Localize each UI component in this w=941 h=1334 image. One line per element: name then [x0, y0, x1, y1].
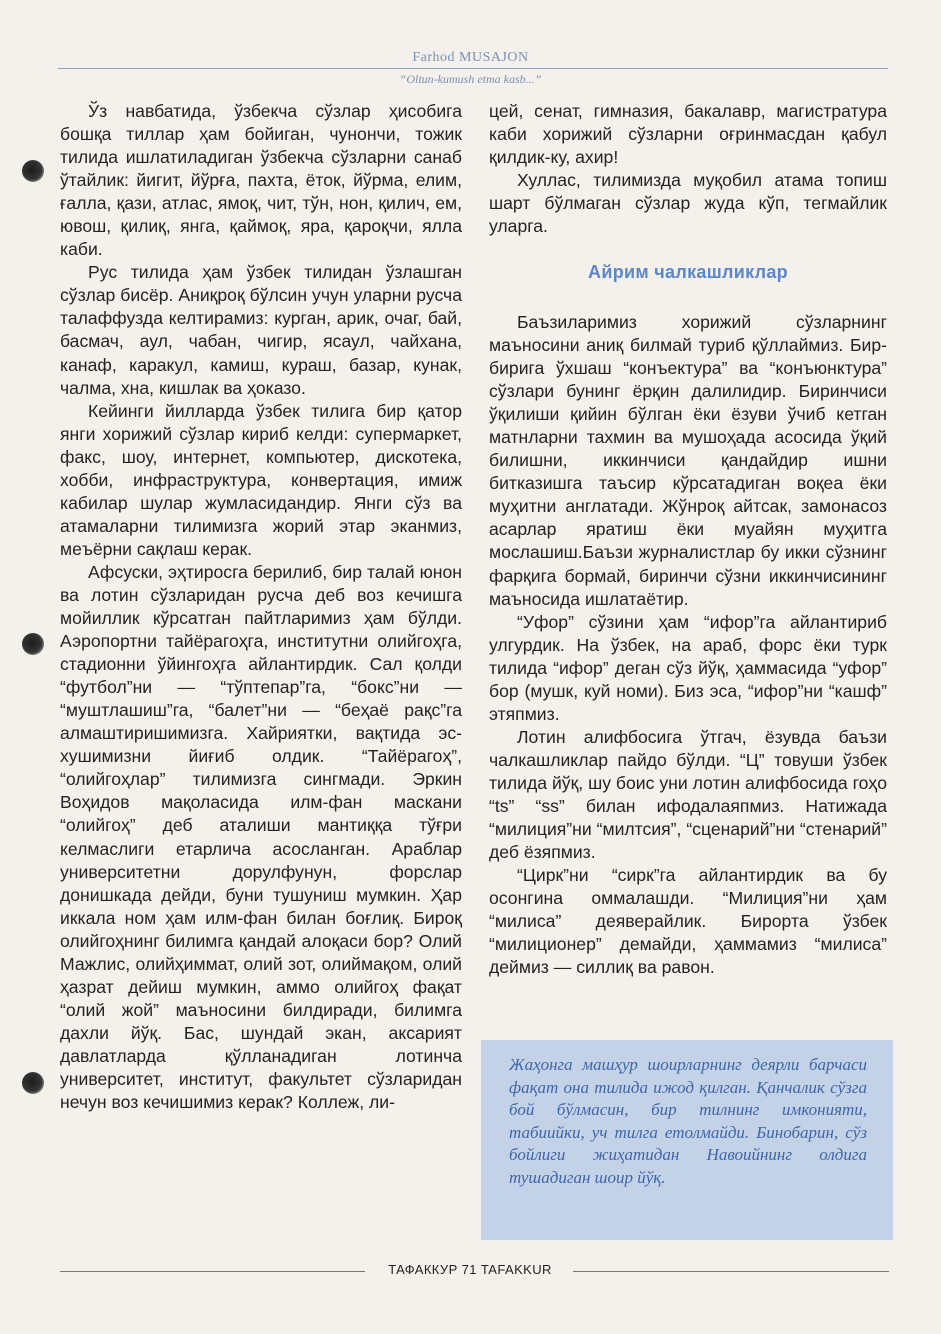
footer-rule-right [573, 1271, 889, 1272]
paragraph: Кейинги йилларда ўзбек тилига бир қатор янги хорижий сўзлар кириб келди: супермаркет, факс, шоу, интернет, компьютер, дискотека, хобби, инфраструктура, конвертация, имиж кабилар шулар жумласидандир. Янги сўз ва атамаларни тилимизга жорий этар эканмиз, меъёрни сақлаш керак. [60, 400, 462, 559]
binder-hole-icon [22, 633, 44, 655]
right-column-top [489, 100, 887, 238]
left-column [60, 100, 462, 1114]
right-column-bottom [489, 311, 887, 979]
pull-quote-text: Жаҳонга машҳур шоирларнинг деярли барчаси фақат она тилида ижод қилган. Қанчалик сўзга бой бўлмасин, бир тилнинг имконияти, табиийки, уч тилга етолмайди. Бинобарин, сўз бойлиги жиҳатидан Навоийнинг олдига тушадиган шоир йўқ. [509, 1055, 867, 1187]
paragraph: Рус тилида ҳам ўзбек тилидан ўзлашган сўзлар бисёр. Аниқроқ бўлсин учун уларни русча талаффузда келтирамиз: курган, арик, очаг, бай, басмач, аул, чабан, чигир, ясаул, чайхана, канаф, каракул, камиш, кураш, базар, кунак, чалма, хна, кишлак ва ҳоказо. [60, 262, 462, 398]
paragraph: Лотин алифбосига ўтгач, ёзувда баъзи чалкашликлар пайдо бўлди. “Ц” товуши ўзбек тилида йўқ, шу боис уни лотин алифбосида гоҳо “ts” “ss” билан ифодалаяпмиз. Натижада “милиция”ни “милтсия”, “сценарий”ни “стенарий” деб ёзяпмиз. [489, 726, 887, 863]
binder-hole-icon [22, 160, 44, 182]
paragraph: Афсуски, эҳтиросга берилиб, бир талай юнон ва лотин сўзларидан русча деб воз кечишга мойиллик кўрсатган пайтларимиз ҳам бўлди. Аэропортни тайёрагоҳга, институтни олийгоҳга, стадионни ўйингоҳга айлантирдик. Сал қолди “футбол”ни — “тўптепар”га, “бокс”ни — “муштлашиш”га, “балет”ни — “беҳаё рақс”га алмаштиришимизга. Хайриятки, вақтида эс-хушимизни йиғиб олдик. “Тайёрагоҳ”, “олийгоҳлар” тилимизга сингмади. Эркин Воҳидов мақоласида илм-фан маскани “олийгоҳ” деб аталиши мантиққа тўғри келмаслиги етарлича асосланган. Араблар университетни дорулфунун, форслар донишкада дейди, буни тушуниш мумкин. Ҳар иккала ном ҳам илм-фан билан боғлиқ. Бироқ олийгоҳнинг билимга қандай алоқаси бор? Олий Мажлис, олийҳиммат, олий зот, олиймақом, олий ҳазрат дейиш мумкин, аммо олийгоҳ фақат “олий жой” маъносини билдиради, билимга дахли йўқ. Бас, шундай экан, аксарият давлатларда қўлланадиган лотинча университет, институт, факультет сўзларидан нечун воз кечишимиз керак? Коллеж, ли- [60, 561, 462, 1113]
footer-rule-left [60, 1271, 365, 1272]
paragraph: Баъзиларимиз хорижий сўзларнинг маъносини аниқ билмай туриб қўллаймиз. Бир-бирига ўхшаш “конъектура” ва “конъюнктура” сўзлари бунинг ёрқин далилидир. Биринчиси ўқилиши қийин бўлган ёки ёзуви ўчиб кетган матнларни тахмин ва мушоҳада асосида ўқий билишни, иккинчиси қандайдир ишни битказишга таъсир кўрсатадиган воқеа ёки муҳитни англатади. Жўнроқ айтсак, замонасоз асарлар яратиш ёки муайян муҳитга мослашиш.Баъзи журналистлар бу икки сўзнинг фарқига бормай, биринчи сўзни иккинчисининг маъносида ишлатаётир. [489, 312, 887, 609]
paragraph: Ўз навбатида, ўзбекча сўзлар ҳисобига бошқа тиллар ҳам бойиган, чунончи, тожик тилида ишлатиладиган ўзбекча сўзларни санаб ўтайлик: йигит, йўрға, пахта, ёток, йўрма, елим, ғалла, қази, атлас, ямоқ, чит, тўн, нон, қилич, ем, ювош, қилиқ, янга, қаймоқ, яра, қароқчи, ялла каби. [60, 101, 462, 260]
binder-hole-icon [22, 1072, 44, 1094]
paragraph: цей, сенат, гимназия, бакалавр, магистратура каби хорижий сўзларни оғринмасдан қабул қилдик-ку, ахир! [489, 101, 887, 168]
paragraph: “Уфор” сўзини ҳам “ифор”га айлантириб улгурдик. На ўзбек, на араб, форс ёки турк тилида “ифор” деган сўз йўқ, ҳаммасида “уфор” бор (мушк, куй номи). Биз эса, “ифор”ни “кашф” этяпмиз. [489, 611, 887, 724]
paragraph: Хуллас, тилимизда муқобил атама топиш шарт бўлмаган сўзлар жуда кўп, тегмайлик уларга. [489, 170, 887, 237]
paragraph: “Цирк”ни “сирк”га айлантирдик ва бу осонгина оммалашди. “Милиция”ни ҳам “милиса” деяверайлик. Бирорта ўзбек “милиционер” демайди, ҳаммамиз “милиса” деймиз — силлиқ ва равон. [489, 865, 887, 978]
header-rule [58, 68, 888, 69]
running-header-author: Farhod MUSAJON [412, 50, 529, 65]
section-heading: Айрим чалкашликлар [588, 262, 788, 282]
pull-quote-box [481, 1040, 893, 1240]
page-footer: ТАФАККУР 71 TAFAKKUR [388, 1262, 552, 1277]
running-header-subtitle: “Oltun-kumush etma kasb...” [399, 72, 542, 86]
